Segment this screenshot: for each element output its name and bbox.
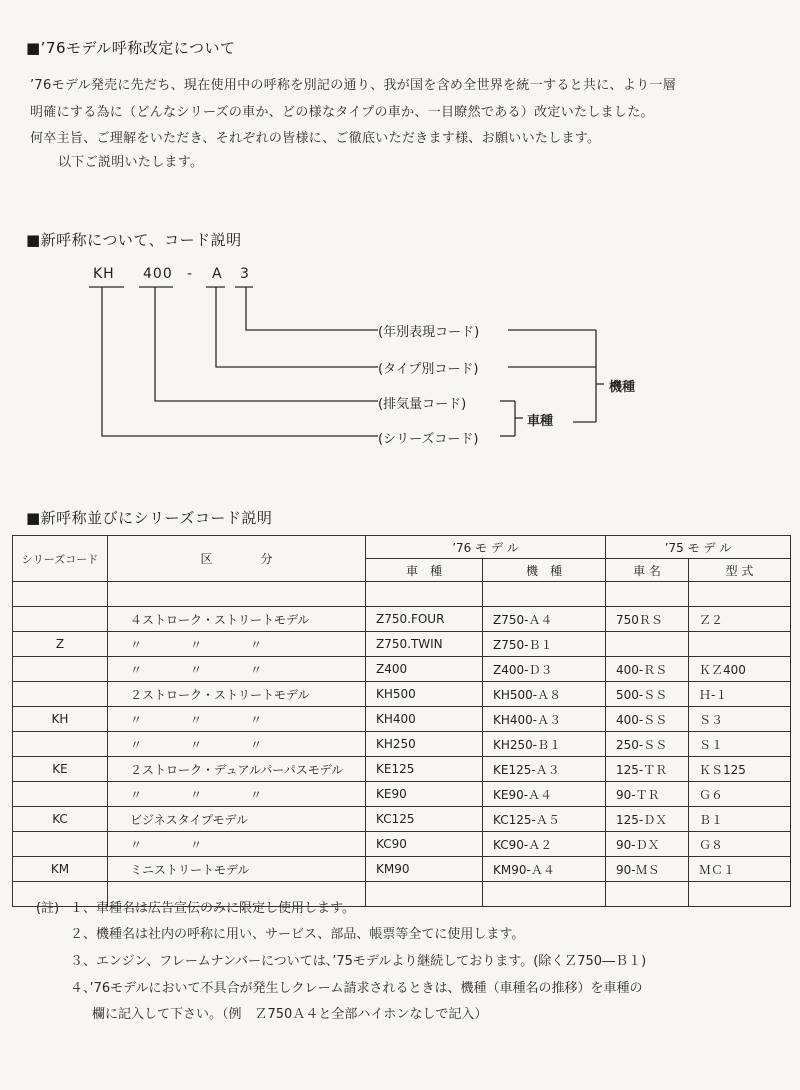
cell-type: ＫＳ125 [689,757,791,782]
cell-type [689,632,791,657]
table-row [13,732,791,757]
header-type: 型 式 [689,559,791,582]
cell-category: 〃 〃 〃 [108,707,366,732]
note-item: 欄に記入して下さい。（例 Ｚ750Ａ４と全部ハイホンなしで記入） [92,1007,488,1022]
cell-vehicle: KE90 [366,782,483,807]
note-item: ２、機種名は社内の呼称に用い、サービス、部品、帳票等全てに使用します。 [70,927,525,942]
cell-category: ２ストローク・デュアルパーパスモデル [108,757,366,782]
cell-category: ４ストローク・ストリートモデル [108,607,366,632]
note-item: １、車種名は広告宣伝のみに限定し使用します。 [70,901,355,916]
cell-category: 〃 〃 [108,832,366,857]
cell-category: 〃 〃 〃 [108,732,366,757]
cell-vehicle: KH500 [366,682,483,707]
cell-series [13,682,108,707]
label-series-code: (シリーズコード) [378,432,479,447]
code-diagram-lines [0,0,800,460]
cell-vehicle: KC125 [366,807,483,832]
paragraph-line: 何卒主旨、ご理解をいただき、それぞれの皆様に、ご徹底いただきます様、お願いいたします。 [30,131,601,146]
table-row [13,707,791,732]
table-row [13,657,791,682]
note-item: ４、’76モデルにおいて不具合が発生しクレーム請求されるときは、機種（車種名の推移）を車種の [70,981,643,996]
cell-model: Z750-Ｂ１ [483,632,606,657]
cell-car-name: 250-ＳＳ [606,732,689,757]
cell-series: KE [13,757,108,782]
code-part-type: A [212,266,223,282]
cell-vehicle: KE125 [366,757,483,782]
cell-series [13,782,108,807]
paragraph-line: 以下ご説明いたします。 [58,155,204,170]
cell-car-name: 90-ＭＳ [606,857,689,882]
code-part-series: KH [93,266,115,282]
section-heading-model-rename: ■’76モデル呼称改定について [26,39,236,57]
cell-vehicle: KC90 [366,832,483,857]
cell-vehicle: Z400 [366,657,483,682]
table-row [13,832,791,857]
code-part-year: 3 [240,266,250,282]
cell-series: Z [13,632,108,657]
code-part-displacement: 400 [143,266,173,282]
cell-type: Ｈ-１ [689,682,791,707]
cell-category: ミニストリートモデル [108,857,366,882]
cell-car-name: 90-ＴＲ [606,782,689,807]
code-part-dash: - [187,266,194,282]
cell-vehicle: Z750.FOUR [366,607,483,632]
cell-model: KE125-Ａ３ [483,757,606,782]
group-label-model: 機種 [609,380,636,395]
cell-type: Ｓ１ [689,732,791,757]
notes-label: (註) [36,901,60,916]
cell-series [13,832,108,857]
header-series-code: シリーズコード [13,536,108,582]
cell-vehicle: KH250 [366,732,483,757]
cell-car-name: 500-ＳＳ [606,682,689,707]
cell-model: KE90-Ａ４ [483,782,606,807]
cell-category: ２ストローク・ストリートモデル [108,682,366,707]
cell-category: ビジネスタイプモデル [108,807,366,832]
cell-model: KH400-Ａ３ [483,707,606,732]
header-vehicle: 車 種 [366,559,483,582]
cell-car-name: 400-ＳＳ [606,707,689,732]
cell-model: KC90-Ａ２ [483,832,606,857]
group-label-vehicle: 車種 [527,414,554,429]
cell-car-name: 90-ＤＸ [606,832,689,857]
header-category: 区 分 [108,536,366,582]
cell-model: KH250-Ｂ１ [483,732,606,757]
table-row [13,682,791,707]
header-model75: ’75 モ デ ル [606,536,791,559]
cell-series: KC [13,807,108,832]
cell-model: Z400-Ｄ３ [483,657,606,682]
cell-type: Ｇ８ [689,832,791,857]
paragraph-line: ’76モデル発売に先だち、現在使用中の呼称を別記の通り、我が国を含め全世界を統一すると共に、より一層 [30,78,677,93]
cell-series [13,607,108,632]
cell-model: Z750-Ａ４ [483,607,606,632]
cell-car-name: 125-ＤＸ [606,807,689,832]
cell-series: KM [13,857,108,882]
cell-type: Ｂ１ [689,807,791,832]
cell-type: Ｓ３ [689,707,791,732]
cell-car-name: 125-ＴＲ [606,757,689,782]
cell-type: Ｚ２ [689,607,791,632]
table-row [13,632,791,657]
cell-category: 〃 〃 〃 [108,782,366,807]
section-heading-code-explanation: ■新呼称について、コード説明 [26,231,242,249]
cell-category: 〃 〃 〃 [108,632,366,657]
cell-series: KH [13,707,108,732]
header-car-name: 車 名 [606,559,689,582]
cell-model: KM90-Ａ４ [483,857,606,882]
series-code-table [12,535,791,907]
label-year-code: (年別表現コード) [378,325,480,340]
table-row [13,782,791,807]
cell-model: KH500-Ａ８ [483,682,606,707]
paragraph-line: 明確にする為に（どんなシリーズの車か、どの様なタイプの車か、一目瞭然である）改定いたしました。 [30,105,654,120]
cell-type: ＭＣ１ [689,857,791,882]
cell-car-name: 750ＲＳ [606,607,689,632]
cell-vehicle: KM90 [366,857,483,882]
label-type-code: (タイプ別コード) [378,362,479,377]
header-model: 機 種 [483,559,606,582]
label-displacement-code: (排気量コード) [378,397,467,412]
cell-type: Ｇ６ [689,782,791,807]
table-row [13,607,791,632]
header-model76: ’76 モ デ ル [366,536,606,559]
cell-vehicle: Z750.TWIN [366,632,483,657]
cell-series [13,657,108,682]
section-heading-series-table: ■新呼称並びにシリーズコード説明 [26,509,273,527]
table-row [13,757,791,782]
note-item: ３、エンジン、フレームナンバーについては、’75モデルより継続しております。(除くＺ750―Ｂ１) [70,954,647,969]
cell-car-name: 400-ＲＳ [606,657,689,682]
table-row [13,807,791,832]
cell-type: ＫＺ400 [689,657,791,682]
table-row [13,857,791,882]
cell-car-name [606,632,689,657]
cell-series [13,732,108,757]
cell-model: KC125-Ａ５ [483,807,606,832]
cell-category: 〃 〃 〃 [108,657,366,682]
cell-vehicle: KH400 [366,707,483,732]
